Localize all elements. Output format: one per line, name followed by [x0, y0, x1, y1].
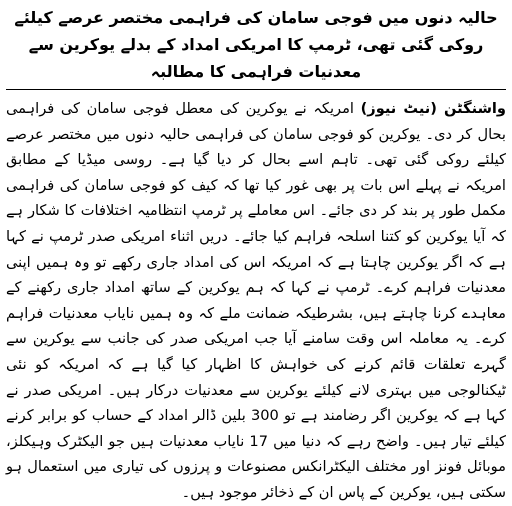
article-dateline: واشنگٹن (نیٹ نیوز): [360, 100, 506, 117]
headline-line-1: حالیہ دنوں میں فوجی سامان کی فراہمی مختصر عرصے کیلئے روکی گئی تھی، ٹرمپ کا امریکی امداد کے بدلے یوکرین سے: [14, 8, 498, 54]
headline-line-2: معدنیات فراہمی کا مطالبہ: [150, 62, 362, 81]
article-body-text: امریکہ نے یوکرین کی معطل فوجی سامان کی فراہمی بحال کر دی۔ یوکرین کو فوجی سامان کی فراہمی حالیہ دنوں میں مختصر عرصے کیلئے روکی گئی تھی۔ تاہم اسے بحال کر دیا گیا ہے۔ روسی میڈیا کے مطابق امریکہ نے پہلے اس بات پر بھی غور کیا تھا کہ کیف کو فوجی سامان کی فراہمی مکمل طور پر بند کر دی جائے۔ اس معاملے پر ٹرمپ انتظامیہ اختلافات کا شکار ہے کہ آیا یوکرین کو کتنا اسلحہ فراہم کیا جائے۔ دریں اثناء امریکی صدر ٹرمپ نے کہا ہے کہ اگر یوکرین چاہتا ہے کہ امریکہ اس کی امداد جاری رکھے تو وہ ہمیں اپنی معدنیات فراہم کرے۔ ٹرمپ نے کہا کہ ہم یوکرین کے ساتھ امداد جاری رکھنے کے معاہدے کرنا چاہتے ہیں، بشرطیکہ ضمانت ملے کہ وہ ہمیں نایاب معدنیات فراہم کرے۔ یہ معاملہ اس وقت سامنے آیا جب امریکی صدر کی جانب سے یوکرین سے گہرے تعلقات قائم کرنے کی خواہش کا اظہار کیا گیا ہے کہ امریکہ کو نئی ٹیکنالوجی میں بہتری لانے کیلئے یوکرین سے معدنیات درکار ہیں۔ امریکی صدر نے کہا ہے کہ یوکرین اگر رضامند ہے تو 300 بلین ڈالر امداد کے حساب کو برابر کرنے کیلئے تیار ہیں۔ واضح رہے کہ دنیا میں 17 نایاب معدنیات ہیں جو الیکٹرک وہیکلز، موبائل فونز اور مختلف الیکٹرانکس مصنوعات و پرزوں کی تیاری میں استعمال ہو سکتی ہیں، یوکرین کے پاس ان کے ذخائر موجود ہیں۔: [6, 100, 506, 501]
article-headline: [6, 2, 506, 90]
article-body: [6, 96, 506, 506]
news-article: [6, 2, 506, 501]
